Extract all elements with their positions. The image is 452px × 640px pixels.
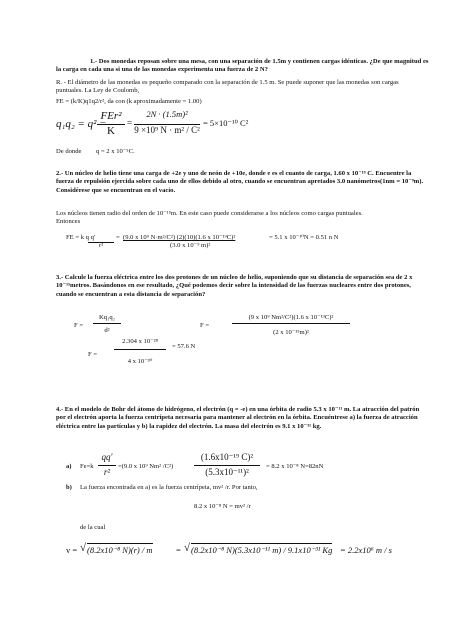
problem-1-answer: R. - El diámetro de las monedas es pequeño comparado con la separación de 1.5 m. Se puede suponer que las monedas son cargas puntuales. La Ley de Coulomb, (56, 79, 399, 95)
problem-2-eq-result: = 5.1 x 10⁻¹⁰N = 0.51 n N (269, 234, 339, 241)
problem-4-fraction-bar-1 (98, 465, 116, 466)
problem-3-fraction-bar-2 (232, 323, 350, 324)
problem-2-note: Los núcleos tienen radio del orden de 10⁻¹⁵m. En este caso puede considerarse a los núcleos como cargas puntuales. Entonces (56, 210, 363, 226)
problem-4-b-label: b) (66, 484, 72, 491)
problem-1-conclusion-value: q = 2 x 10⁻⁵C. (96, 148, 135, 155)
problem-3-f3-denominator: 4 x 10⁻³⁰ (127, 358, 153, 365)
problem-2-eq-lhs-den: r² (99, 242, 104, 249)
problem-3-f-label: F = (74, 322, 84, 329)
problem-2-eq-numerator: (9.0 x 10⁹ N·m²/C²) (2)(10)(1.6 x 10⁻¹⁹C)² (123, 234, 236, 241)
problem-4-a-label: a) (66, 463, 72, 470)
problem-3-f2-denominator: (2 x 10⁻¹⁵m)² (273, 329, 309, 336)
problem-1-eq-numerator: 2N · (1.5m)² (146, 109, 188, 119)
problem-4-v-result: = 2.2x10⁶ m / s (340, 545, 392, 555)
problem-2-eq-lhs: FE = k q q' (66, 234, 96, 241)
problem-4-sqrt-symbol-2: √ (184, 542, 191, 554)
problem-1-eq-result: = 5×10⁻¹⁰ C² (203, 118, 249, 128)
problem-3-f2-label: F = (200, 322, 210, 329)
problem-4-b-text: La fuerza encontrada en a) es la fuerza centrípeta, mv² /r. Por tanto, (80, 484, 258, 491)
problem-4-v-root-1: (8.2x10⁻⁸ N)(r) / m (87, 545, 153, 555)
problem-4-fraction-bar-2 (194, 465, 260, 466)
problem-3-f3-label: F = (88, 351, 98, 358)
problem-1-eq-k: K (107, 125, 115, 137)
problem-4-a-numerator-2: (1.6x10⁻¹⁹ C)² (200, 452, 254, 462)
problem-3-question: 3.- Calcule la fuerza eléctrica entre los dos protones de un núcleo de helio, suponiendo que su distancia de separación sea de 2 x 10⁻¹⁵metros. Basándonos en ese resultado, ¿Qué podemos decir sobre la intensidad de las fuerzas nucleares entre dos protones, cuando se encuentran a esta distancia de separación? (56, 274, 413, 298)
problem-4-a-denominator-2: (5.3x10⁻¹¹)² (205, 467, 249, 477)
problem-4-a-denominator-1: r² (103, 467, 111, 477)
problem-1-question: 1.- Dos monedas reposan sobre una mesa, con una separación de 1.5m y contienen cargas idénticas. ¿De que magnitud es la carga en cada una si una de las monedas experimenta una fuerza de 2 N? (56, 58, 429, 74)
problem-4-a-middle: =(9.0 x 10⁹ Nm² /C²) (118, 463, 174, 470)
problem-4-b-equation: 8.2 x 10⁻⁸ N = mv² /r (194, 503, 251, 510)
problem-3-f3-result: = 57.6 N (172, 343, 196, 350)
problem-4-a-numerator-1: qq' (101, 452, 113, 462)
problem-4-sqrt-symbol-1: √ (80, 542, 87, 554)
problem-4-b-connector: de la cual (80, 524, 106, 531)
problem-1-eq-equals: = (127, 118, 133, 128)
problem-1-eq-fer: FEr² (100, 110, 122, 122)
problem-1-coulomb-law: FE = (k/K)q1q2/r², da con (k aproximadamente = 1.00) (56, 98, 202, 105)
problem-4-v-lhs: v = (66, 545, 78, 555)
problem-4-v-equals: = (176, 545, 181, 555)
problem-3-fraction-bar-1 (93, 323, 121, 324)
problem-1-conclusion-label: De donde (56, 148, 82, 155)
problem-3-fraction-bar-3 (114, 349, 166, 350)
problem-2-question: 2.- Un núcleo de helio tiene una carga de +2e y uno de neón de +10e, donde e es el cuanto de carga, 1.60 x 10⁻¹⁹ C. Encuentre la fuerza de repulsión ejercida sobre cada uno de ellos debido al otro, cuando se encuentran apretados 3.0 nanómetros(1nm = 10⁻⁹m). Considérese que se encuentran en el vacío. (56, 170, 424, 194)
problem-4-a-result: = 8.2 x 10⁻⁸ N=82nN (266, 463, 324, 470)
problem-3-f-numerator: Kq₁q₂ (99, 314, 115, 321)
problem-3-f-denominator: d² (104, 327, 110, 334)
problem-3-f2-numerator: (9 x 10⁹ Nm²/C²)(1.6 x 10⁻¹⁹C)² (248, 314, 334, 321)
problem-1-eq-denominator: 9 ×10⁹ N · m² / C² (134, 125, 200, 135)
problem-2-eq-denominator: (3.0 x 10⁻⁹ m)² (170, 242, 211, 249)
problem-2-eq-equals: = (116, 234, 120, 241)
problem-3-f3-numerator: 2.304 x 10⁻²⁸ (122, 338, 158, 345)
problem-1-eq-lhs: q₁q₂ = q² = (56, 118, 107, 130)
problem-4-a-lhs: Fe=k (80, 463, 94, 470)
problem-4-question: 4.- En el modelo de Bohr del átomo de hidrógeno, el electrón (q = -e) en una órbita de radio 5.3 x 10⁻¹¹ m. La atracción del patrón por el electrón aporta la fuerza centrípeta necesaria para mantener al electrón en la órbita. Encuéntrese a) la fuerza de atracción eléctrica entre las partículas y b) la rapidez del electrón. La masa del electrón es 9.1 x 10⁻³¹ kg. (56, 406, 420, 430)
problem-4-v-root-2: (8.2x10⁻⁸ N)(5.3x10⁻¹¹ m) / 9.1x10⁻³¹ Kg (191, 545, 333, 555)
